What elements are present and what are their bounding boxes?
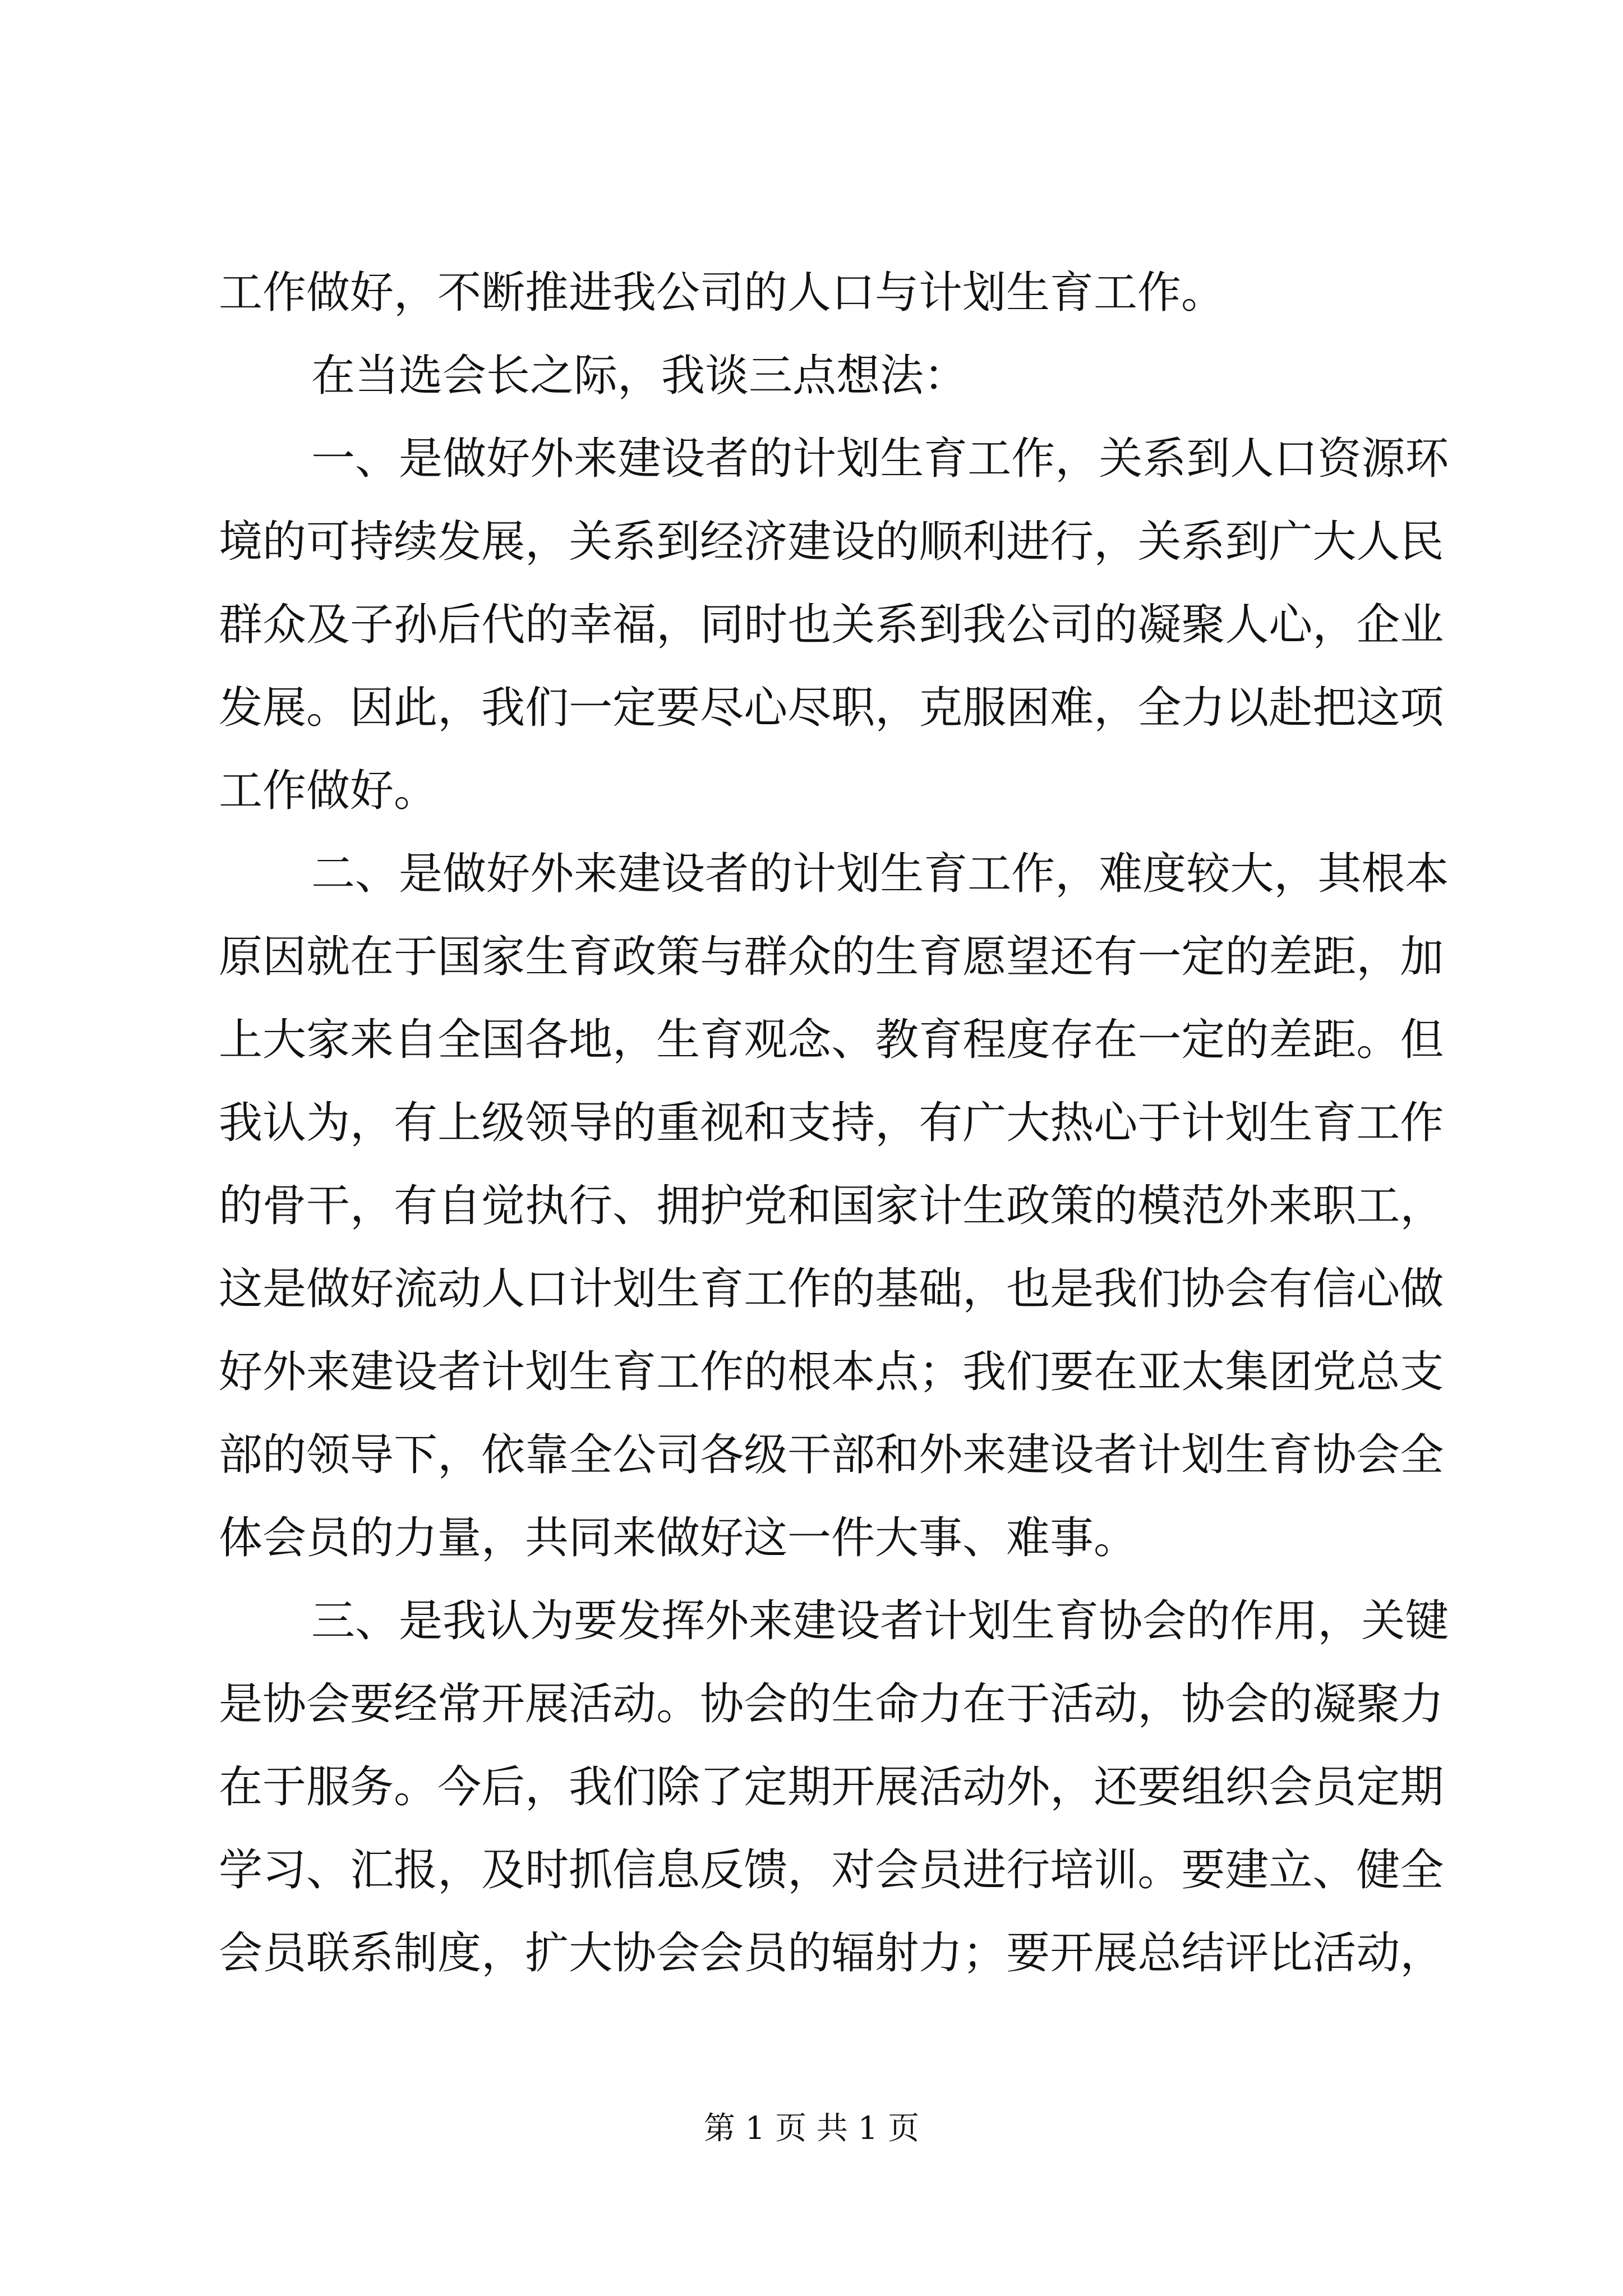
text-line: 工作做好，不断推进我公司的人口与计划生育工作。: [219, 268, 1225, 318]
text-line: 体会员的力量，共同来做好这一件大事、难事。: [219, 1513, 1138, 1563]
text-line: 好 外 来 建 设 者 计 划 生 育 工 作 的 根 本 点 ； 我 们 要 在 亚 太 集 团 党 总 支: [219, 1347, 1444, 1397]
text-line: 上 大 家 来 自 全 国 各 地 ， 生 育 观 念 、 教 育 程 度 存 在 一 定 的 差 距 。 但: [219, 1015, 1444, 1065]
body-text: [219, 251, 1449, 1995]
text-line: 部 的 领 导 下 ， 依 靠 全 公 司 各 级 干 部 和 外 来 建 设 者 计 划 生 育 协 会 全: [219, 1430, 1444, 1480]
text-line: 这 是 做 好 流 动 人 口 计 划 生 育 工 作 的 基 础 ， 也 是 我 们 协 会 有 信 心 做: [219, 1264, 1444, 1314]
text-line: 我 认 为 ， 有 上 级 领 导 的 重 视 和 支 持 ， 有 广 大 热 心 于 计 划 生 育 工 作: [219, 1098, 1444, 1148]
text-line: 的 骨 干 ， 有 自 觉 执 行 、 拥 护 党 和 国 家 计 生 政 策 的 模 范 外 来 职 工 ，: [219, 1181, 1444, 1231]
text-line: 原 因 就 在 于 国 家 生 育 政 策 与 群 众 的 生 育 愿 望 还 有 一 定 的 差 距 ， 加: [219, 932, 1444, 982]
text-line: 工作做好。: [219, 766, 438, 816]
text-line: 学 习 、 汇 报 ， 及 时 抓 信 息 反 馈 ， 对 会 员 进 行 培 训 。 要 建 立 、 健 全: [219, 1845, 1444, 1895]
text-line: 发 展 。 因 此 ， 我 们 一 定 要 尽 心 尽 职 ， 克 服 困 难 ， 全 力 以 赴 把 这 项: [219, 683, 1444, 733]
text-line: 境 的 可 持 续 发 展 ， 关 系 到 经 济 建 设 的 顺 利 进 行 ， 关 系 到 广 大 人 民: [219, 517, 1444, 567]
text-line: 是 协 会 要 经 常 开 展 活 动 。 协 会 的 生 命 力 在 于 活 动 ， 协 会 的 凝 聚 力: [219, 1679, 1444, 1729]
text-line: 三 、 是 我 认 为 要 发 挥 外 来 建 设 者 计 划 生 育 协 会 的 作 用 ， 关 键: [311, 1596, 1449, 1646]
text-line: 会 员 联 系 制 度 ， 扩 大 协 会 会 员 的 辐 射 力 ； 要 开 展 总 结 评 比 活 动 ，: [219, 1928, 1444, 1978]
text-line: 二 、 是 做 好 外 来 建 设 者 的 计 划 生 育 工 作 ， 难 度 较 大 ， 其 根 本: [311, 849, 1449, 899]
text-line: 在 于 服 务 。 今 后 ， 我 们 除 了 定 期 开 展 活 动 外 ， 还 要 组 织 会 员 定 期: [219, 1762, 1444, 1812]
text-line: 一 、 是 做 好 外 来 建 设 者 的 计 划 生 育 工 作 ， 关 系 到 人 口 资 源 环: [311, 434, 1449, 484]
page-footer: 第 1 页 共 1 页: [703, 2110, 920, 2147]
text-line: 在当选会长之际，我谈三点想法：: [311, 351, 968, 401]
text-line: 群 众 及 子 孙 后 代 的 幸 福 ， 同 时 也 关 系 到 我 公 司 的 凝 聚 人 心 ， 企 业: [219, 600, 1444, 650]
